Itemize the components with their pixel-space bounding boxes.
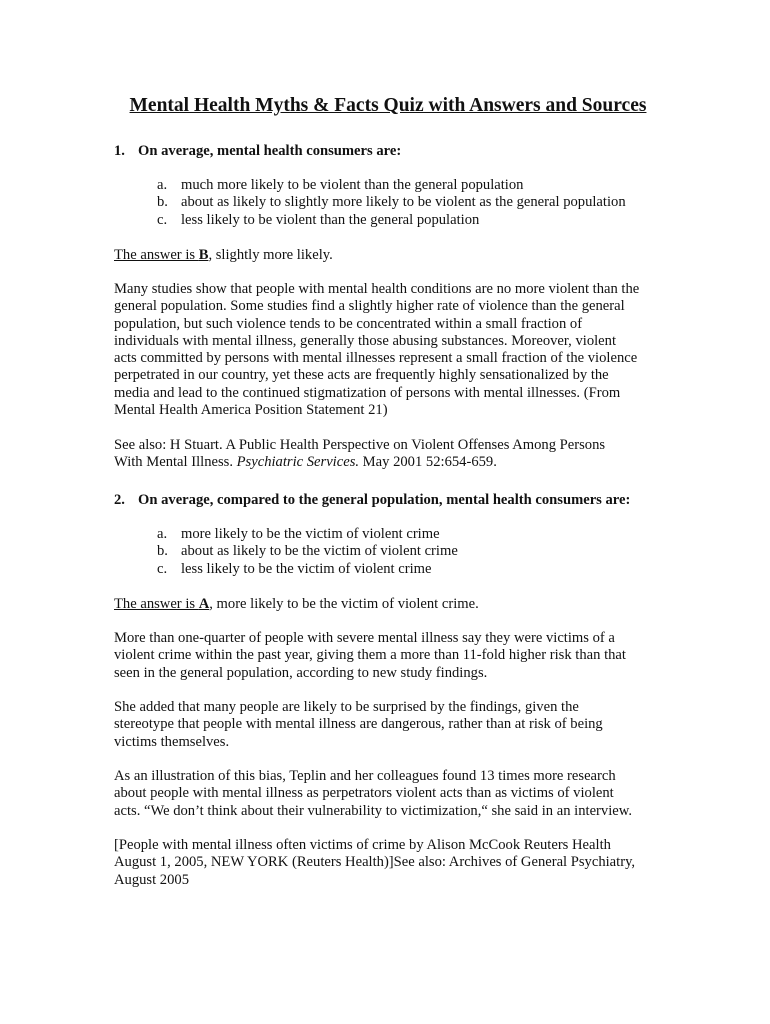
question-2-option-a: a. more likely to be the victim of violent crime bbox=[157, 526, 440, 542]
text-line: stereotype that people with mental illness are dangerous, rather than at risk of being bbox=[114, 716, 603, 733]
text-line: August 2005 bbox=[114, 871, 189, 888]
text-line: population, but such violence tends to be concentrated within a small fraction of bbox=[114, 315, 583, 332]
text-line: With Mental Illness. Psychiatric Services. May 2001 52:654-659. bbox=[114, 454, 497, 471]
answer-label: The answer is bbox=[114, 596, 199, 612]
text-line: acts. “We don’t think about their vulnerability to victimization,“ she said in an interview. bbox=[114, 802, 632, 819]
answer-detail: , more likely to be the victim of violent crime. bbox=[209, 596, 479, 612]
answer-letter: A bbox=[198, 596, 210, 612]
text-line: individuals with mental illness, generally those abusing substances. Moreover, violent bbox=[114, 332, 616, 349]
answer-letter: B bbox=[198, 247, 209, 263]
question-2-paragraph-2 bbox=[114, 699, 662, 751]
question-2-number: 2. bbox=[114, 492, 125, 508]
text-line: victims themselves. bbox=[114, 733, 230, 750]
question-1-explanation bbox=[114, 281, 662, 419]
question-2-paragraph-1 bbox=[114, 630, 662, 682]
text-line: seen in the general population, according to new study findings. bbox=[114, 664, 488, 681]
question-1-number: 1. bbox=[114, 143, 125, 159]
question-2-option-b: b. about as likely to be the victim of violent crime bbox=[157, 543, 458, 560]
text-line: As an illustration of this bias, Teplin and her colleagues found 13 times more research bbox=[114, 768, 616, 784]
text-line: perpetrated in our country, yet these acts are frequently highly sensationalized by the bbox=[114, 367, 609, 384]
question-1-answer bbox=[114, 247, 662, 264]
question-2-options bbox=[157, 526, 458, 578]
text-line: about people with mental illness as perpetrators violent acts than as victims of violent bbox=[114, 785, 614, 802]
document-title: Mental Health Myths & Facts Quiz with Answers and Sources bbox=[129, 95, 647, 116]
answer-detail: , slightly more likely. bbox=[208, 247, 333, 263]
text-line: Many studies show that people with mental health conditions are no more violent than the bbox=[114, 281, 640, 297]
text-line: acts committed by persons with mental illnesses represent a small fraction of the violence bbox=[114, 350, 638, 367]
question-1-options bbox=[157, 177, 626, 229]
answer-label: The answer is bbox=[114, 247, 199, 263]
question-2-text: On average, compared to the general population, mental health consumers are: bbox=[138, 492, 631, 508]
text-line: Mental Health America Position Statement 21) bbox=[114, 402, 388, 419]
question-1-option-a: a. much more likely to be violent than the general population bbox=[157, 177, 524, 193]
text-line: general population. Some studies find a slightly higher rate of violence than the general bbox=[114, 298, 625, 315]
question-1-see-also bbox=[114, 437, 662, 472]
question-1-text: On average, mental health consumers are: bbox=[138, 143, 402, 159]
text-line: August 1, 2005, NEW YORK (Reuters Health)]See also: Archives of General Psychiatry, bbox=[114, 854, 636, 871]
text-line: violent crime within the past year, giving them a more than 11-fold higher risk than that bbox=[114, 647, 626, 664]
text-line: More than one-quarter of people with severe mental illness say they were victims of a bbox=[114, 630, 615, 646]
journal-name: Psychiatric Services. bbox=[236, 454, 360, 471]
question-2-answer bbox=[114, 596, 662, 613]
text-line: [People with mental illness often victims of crime by Alison McCook Reuters Health bbox=[114, 837, 611, 853]
question-2-source bbox=[114, 837, 662, 889]
text-line: media and lead to the continued stigmatization of persons with mental illnesses. (From bbox=[114, 384, 621, 401]
question-2 bbox=[114, 492, 630, 509]
question-1-option-c: c. less likely to be violent than the general population bbox=[157, 211, 480, 228]
question-2-paragraph-3 bbox=[114, 768, 662, 820]
text-line: She added that many people are likely to be surprised by the findings, given the bbox=[114, 699, 579, 715]
text-line: See also: H Stuart. A Public Health Perspective on Violent Offenses Among Persons bbox=[114, 437, 606, 453]
question-1-option-b: b. about as likely to slightly more likely to be violent as the general population bbox=[157, 194, 626, 211]
question-2-option-c: c. less likely to be the victim of violent crime bbox=[157, 560, 432, 577]
question-1 bbox=[114, 143, 401, 160]
